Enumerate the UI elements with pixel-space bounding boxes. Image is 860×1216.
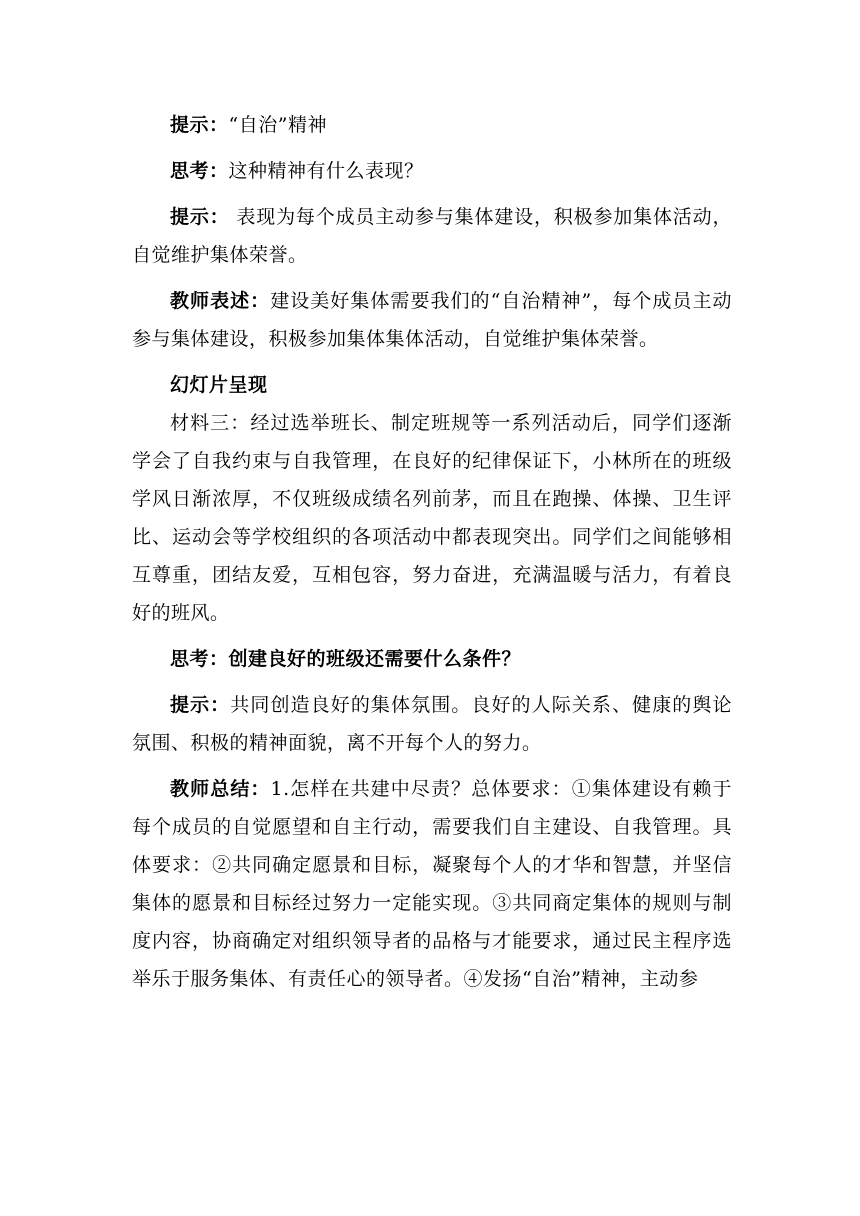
paragraph-text: 建设美好集体需要我们的“自治精神”，每个成员主动参与集体建设，积极参加集体集体活动，自觉维护集体荣誉。 xyxy=(132,290,732,350)
paragraph-question-1 xyxy=(132,152,732,190)
paragraph-text: 共同创造良好的集体氛围。良好的人际关系、健康的舆论氛围、积极的精神面貌，离不开每个人的努力。 xyxy=(132,694,732,754)
paragraph-slide-heading xyxy=(132,366,732,404)
paragraph-teacher-summary xyxy=(132,770,732,998)
paragraph-hint-3 xyxy=(132,686,732,762)
paragraph-text: 这种精神有什么表现？ xyxy=(228,160,424,182)
paragraph-label: 幻灯片呈现 xyxy=(170,374,268,396)
paragraph-label: 教师总结： xyxy=(170,778,271,800)
paragraph-label: 教师表述： xyxy=(170,290,271,312)
paragraph-text: 材料三：经过选举班长、制定班规等一系列活动后，同学们逐渐学会了自我约束与自我管理，在良好的纪律保证下，小林所在的班级学风日渐浓厚，不仅班级成绩名列前茅，而且在跑操、体操、卫生评比、运动会等学校组织的各项活动中都表现突出。同学们之间能够相互尊重，团结友爱，互相包容，努力奋进，充满温暖与活力，有着良好的班风。 xyxy=(132,412,732,624)
paragraph-text: 1.怎样在共建中尽责？总体要求：①集体建设有赖于每个成员的自觉愿望和自主行动，需要我们自主建设、自我管理。具体要求：②共同确定愿景和目标，凝聚每个人的才华和智慧，并坚信集体的愿景和目标经过努力一定能实现。③共同商定集体的规则与制度内容，协商确定对组织领导者的品格与才能要求，通过民主程序选举乐于服务集体、有责任心的领导者。④发扬“自治”精神，主动参 xyxy=(132,778,732,990)
paragraph-label: 思考： xyxy=(170,160,229,182)
paragraph-label: 提示： xyxy=(170,694,231,716)
paragraph-text: 表现为每个成员主动参与集体建设，积极参加集体活动，自觉维护集体荣誉。 xyxy=(132,206,732,266)
paragraph-hint-2 xyxy=(132,198,732,274)
paragraph-text: “自治”精神 xyxy=(228,114,327,136)
paragraph-text: 创建良好的班级还需要什么条件？ xyxy=(228,648,522,670)
document-body xyxy=(132,106,732,998)
paragraph-question-2 xyxy=(132,640,732,678)
paragraph-label: 提示： xyxy=(170,114,229,136)
paragraph-label: 提示： xyxy=(170,206,230,228)
paragraph-material-three xyxy=(132,404,732,632)
paragraph-label: 思考： xyxy=(170,648,229,670)
paragraph-hint-1 xyxy=(132,106,732,144)
paragraph-teacher-statement xyxy=(132,282,732,358)
